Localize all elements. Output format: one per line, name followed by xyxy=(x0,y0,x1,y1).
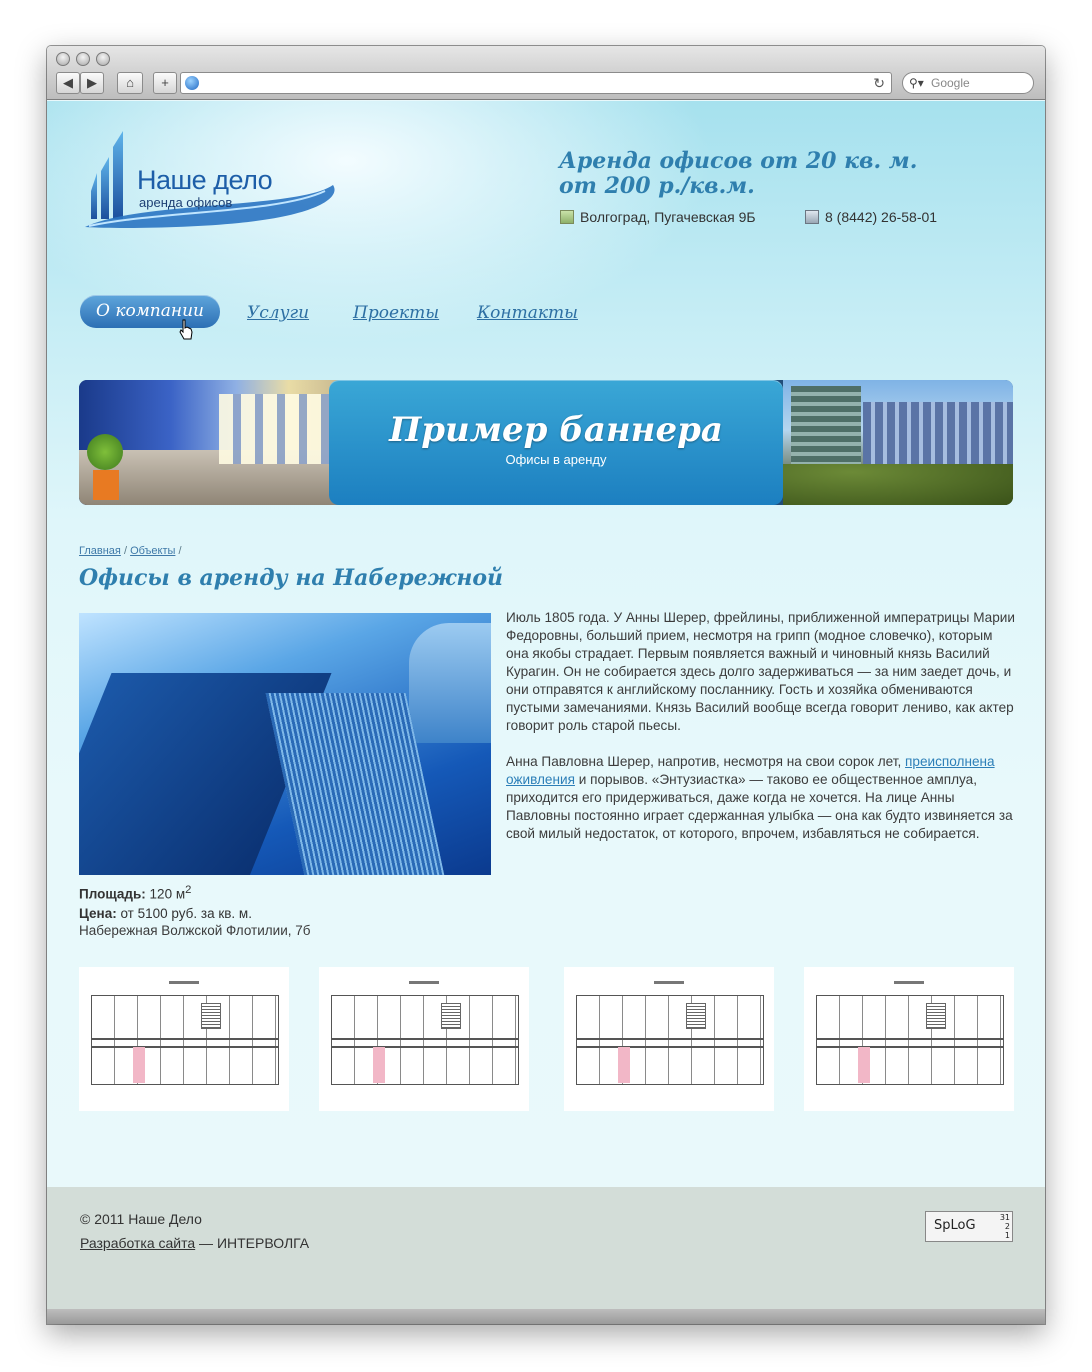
price-value: от 5100 руб. за кв. м. xyxy=(120,905,252,921)
breadcrumb xyxy=(79,545,182,557)
header-phone xyxy=(805,209,937,225)
search-input[interactable] xyxy=(902,72,1034,94)
counter-logo: SpLoG xyxy=(934,1218,976,1233)
search-placeholder: Google xyxy=(931,76,970,90)
nav-item-services[interactable] xyxy=(247,297,309,329)
home-icon: ⌂ xyxy=(126,75,134,90)
page-title: Офисы в аренду на Набережной xyxy=(79,565,504,591)
search-icon: ⚲▾ xyxy=(909,76,924,90)
browser-toolbar xyxy=(47,46,1045,100)
banner-subtitle: Офисы в аренду xyxy=(505,452,607,467)
slogan-line-2: от 200 р./кв.м. xyxy=(559,173,755,199)
window-bottom-bar xyxy=(47,1309,1045,1324)
zoom-window-button[interactable] xyxy=(96,52,110,66)
object-photo xyxy=(79,613,491,875)
description-paragraph-2: Анна Павловна Шерер, напротив, несмотря на свои сорок лет, преисполнена оживления и порывов. «Энтузиастка» — таково ее общественное амплуа, приходится его придерживаться, даже когда не хочется. На лице Анны Павловны постоянно играет сдержанная улыбка — она как будто извиняется за свой милый недостаток, от которого, впрочем, избавляться не собирается. xyxy=(506,754,1013,841)
globe-icon xyxy=(185,76,199,90)
banner-building-image xyxy=(783,380,1013,505)
price-row xyxy=(79,904,252,923)
nav-item-about-label: О компании xyxy=(95,301,204,321)
site-footer xyxy=(47,1187,1045,1309)
hand-cursor-icon xyxy=(179,319,193,341)
page-content xyxy=(47,101,1045,1324)
slogan-line-1: Аренда офисов от 20 кв. м. xyxy=(559,148,918,174)
developer-credit xyxy=(80,1235,309,1251)
developer-link[interactable]: Разработка сайта xyxy=(80,1235,196,1251)
nav-item-services-label: Услуги xyxy=(247,303,310,323)
nav-item-about[interactable] xyxy=(80,295,220,328)
area-value: 120 м xyxy=(149,886,186,902)
header-address xyxy=(560,209,756,225)
floor-plan-thumbnail[interactable] xyxy=(564,967,774,1111)
back-button[interactable] xyxy=(56,72,80,94)
home-button[interactable] xyxy=(117,72,143,94)
nav-item-contacts-label: Контакты xyxy=(477,303,578,323)
reload-icon[interactable]: ↻ xyxy=(873,75,885,91)
floor-plan-thumbnail[interactable] xyxy=(319,967,529,1111)
phone-text: 8 (8442) 26-58-01 xyxy=(825,209,938,225)
description-paragraph-1: Июль 1805 года. У Анны Шерер, фрейлины, приближенной императрицы Марии Федоровны, больший прием, несмотря на грипп (модное словечко), которым она якобы страдает. Первым появляется важный и чиновный князь Василий Курагин. Он не собирается здесь долго задерживаться — за ним заедет дочь, и они отправятся к английскому посланнику. Гость и хозяйка обмениваются пустыми замечаниями. Князь Василий вообще всегда говорит лениво, как актер говорит роль старой пьесы. xyxy=(506,610,1015,733)
close-window-button[interactable] xyxy=(56,52,70,66)
back-arrow-icon: ◀ xyxy=(63,75,73,90)
logo-subtitle: аренда офисов xyxy=(139,195,233,210)
forward-button[interactable] xyxy=(80,72,104,94)
object-description xyxy=(506,609,1016,861)
plus-icon: + xyxy=(161,75,169,90)
price-label: Цена: xyxy=(79,905,117,921)
object-facts xyxy=(79,881,252,923)
counter-numbers: 31 2 1 xyxy=(999,1213,1010,1240)
visit-counter[interactable] xyxy=(925,1211,1013,1242)
developer-name: — ИНТЕРВОЛГА xyxy=(195,1235,310,1251)
new-tab-button[interactable] xyxy=(153,72,177,94)
breadcrumb-separator: / xyxy=(178,545,182,557)
object-address: Набережная Волжской Флотилии, 7б xyxy=(79,923,311,938)
address-text: Волгоград, Пугачевская 9Б xyxy=(580,209,756,225)
promo-banner[interactable] xyxy=(79,380,1013,505)
breadcrumb-separator: / xyxy=(123,545,127,557)
banner-lobby-image xyxy=(79,380,341,505)
minimize-window-button[interactable] xyxy=(76,52,90,66)
area-label: Площадь: xyxy=(79,886,146,902)
breadcrumb-objects[interactable]: Объекты xyxy=(130,545,176,557)
area-row xyxy=(79,881,252,904)
header-slogan xyxy=(559,149,979,199)
banner-panel xyxy=(329,380,783,505)
banner-title: Пример баннера xyxy=(389,410,723,450)
floor-plan-gallery xyxy=(79,967,1015,1111)
area-sup: 2 xyxy=(185,884,192,896)
inline-link[interactable]: преисполнена оживления xyxy=(506,754,995,787)
breadcrumb-home[interactable]: Главная xyxy=(79,545,121,557)
map-icon xyxy=(560,210,574,224)
nav-item-contacts[interactable] xyxy=(477,297,578,329)
copyright: © 2011 Наше Дело xyxy=(80,1211,202,1227)
floor-plan-thumbnail[interactable] xyxy=(79,967,289,1111)
address-bar[interactable] xyxy=(180,72,892,94)
floor-plan-thumbnail[interactable] xyxy=(804,967,1014,1111)
logo-title: Наше дело xyxy=(137,165,273,195)
nav-item-projects-label: Проекты xyxy=(353,303,440,323)
nav-item-projects[interactable] xyxy=(353,297,439,329)
site-logo[interactable] xyxy=(79,131,341,231)
forward-arrow-icon: ▶ xyxy=(87,75,97,90)
phone-icon xyxy=(805,210,819,224)
browser-window xyxy=(47,46,1045,1324)
